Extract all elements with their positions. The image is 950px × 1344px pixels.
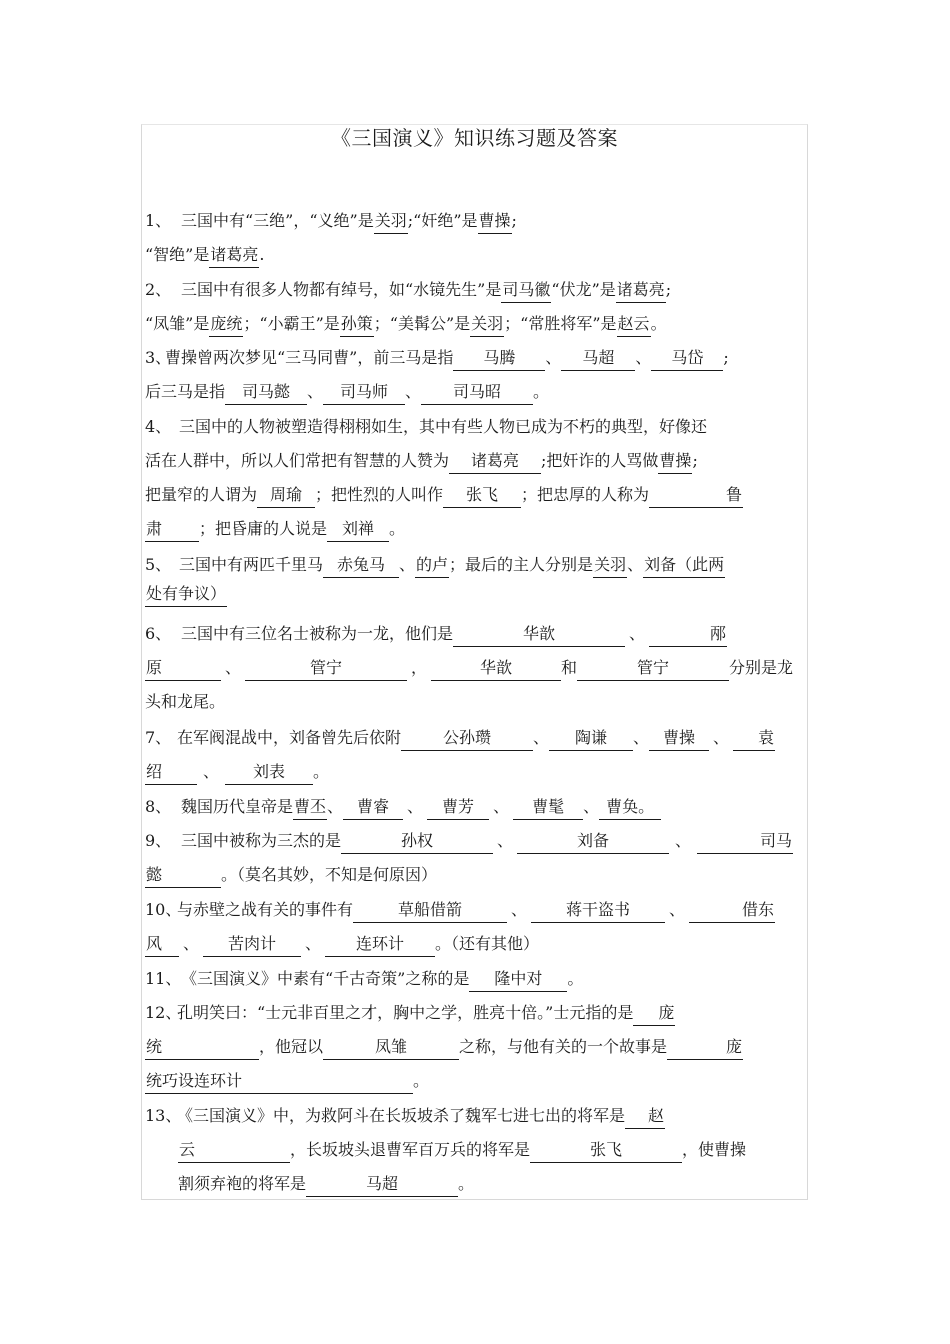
question-text: 、 (635, 348, 652, 367)
answer-blank: 处有争议） (145, 582, 227, 607)
answer-blank: 曹芳 (427, 795, 489, 820)
question-text: 、 (225, 658, 242, 677)
question-12 (145, 996, 807, 1098)
question-text: 、 (305, 934, 322, 953)
answer-blank: 曹睿 (343, 795, 403, 820)
question-4 (145, 410, 807, 546)
answer-blank: 草船借箭 (353, 898, 507, 923)
answer-blank: 鲁 (649, 483, 743, 508)
question-text: ；“小霸王”是 (243, 314, 340, 333)
question-text: 。 (458, 1174, 475, 1193)
question-text: ；把性烈的人叫作 (315, 485, 444, 504)
answer-blank: 周瑜 (257, 483, 315, 508)
question-text: 《三国演义》中素有“千古奇策”之称的是 (181, 969, 470, 988)
answer-blank: 关羽 (374, 209, 408, 234)
question-text: ;“奸绝”是 (407, 211, 478, 230)
answer-blank: 公孙瓒 (401, 726, 533, 751)
answer-blank: 庞统 (209, 312, 243, 337)
answer-blank: 赵云 (617, 312, 651, 337)
question-text: 三国中有三位名士被称为一龙，他们是 (181, 624, 454, 643)
answer-blank: 诸葛亮 (449, 449, 541, 474)
answer-blank: 蒋干盗书 (531, 898, 665, 923)
question-text: 。 (567, 969, 584, 988)
question-6 (145, 617, 807, 719)
answer-blank: 司马徽 (501, 278, 551, 303)
question-text: 和 (561, 658, 578, 677)
question-text: 把量窄的人谓为 (145, 485, 258, 504)
question-text: 、 (629, 624, 646, 643)
question-text: 魏国历代皇帝是 (181, 797, 294, 816)
answer-blank: 张飞 (530, 1138, 682, 1163)
question-text: 、 (399, 555, 416, 574)
question-text: ， (411, 658, 428, 677)
answer-blank: 庞 (633, 1001, 675, 1026)
answer-blank: 诸葛亮 (209, 243, 259, 268)
question-text: 与赤壁之战有关的事件有 (177, 900, 354, 919)
question-text: 。 (533, 382, 550, 401)
question-text: 、 (203, 762, 220, 781)
question-text: 分别是龙 (729, 658, 794, 677)
question-3 (145, 341, 807, 409)
answer-blank: 赤兔马 (323, 553, 399, 578)
answer-blank: 统 (145, 1035, 259, 1060)
answer-blank: 曹操 (478, 209, 512, 234)
question-number: 7、 (145, 728, 172, 747)
question-number: 11、 (145, 969, 182, 988)
question-text: ; (692, 451, 698, 470)
question-text: ; (665, 280, 672, 299)
question-text: 割须弃袍的将军是 (178, 1174, 307, 1193)
question-text: 、 (633, 728, 650, 747)
answer-blank: 管宁 (245, 656, 407, 681)
question-text: 、 (583, 797, 600, 816)
answer-blank: 绍 (145, 760, 197, 785)
question-number: 9、 (145, 831, 172, 850)
question-number: 2、 (145, 280, 172, 299)
answer-blank: 张飞 (443, 483, 521, 508)
question-number: 6、 (145, 624, 172, 643)
answer-blank: 孙权 (341, 829, 493, 854)
question-number: 12、 (145, 1003, 182, 1022)
question-text: 。 (650, 314, 667, 333)
answer-blank: 曹丕 (293, 795, 327, 820)
question-text: ; (723, 348, 729, 367)
question-text: 。 (413, 1071, 430, 1090)
answer-blank: 风 (145, 932, 179, 957)
question-text: 。（还有其他） (435, 934, 540, 953)
answer-blank: 关羽 (470, 312, 504, 337)
question-text: 、 (493, 797, 510, 816)
question-9 (145, 824, 807, 892)
question-text: . (259, 245, 265, 264)
question-text: 。 (389, 519, 406, 538)
answer-blank: 马超 (561, 346, 635, 371)
answer-blank: 懿 (145, 863, 221, 888)
answer-blank: 马岱 (651, 346, 723, 371)
question-text: 三国中有“三绝”，“义绝”是 (181, 211, 374, 230)
question-10 (145, 893, 807, 961)
question-text: 、 (405, 382, 422, 401)
answer-blank: 司马 (697, 829, 793, 854)
question-text: 、 (675, 831, 692, 850)
answer-blank: 隆中对 (469, 967, 567, 992)
answer-blank: 苦肉计 (203, 932, 301, 957)
question-text: 、 (183, 934, 200, 953)
answer-blank: 刘表 (225, 760, 313, 785)
answer-blank: 赵 (625, 1104, 665, 1129)
answer-blank: 刘备（此两 (643, 553, 725, 578)
question-8 (145, 790, 807, 824)
answer-blank: 借东 (689, 898, 775, 923)
answer-blank: 庞 (667, 1035, 743, 1060)
question-number: 13、 (145, 1106, 182, 1125)
question-text: 、 (533, 728, 550, 747)
question-text: 、 (545, 348, 562, 367)
answer-blank: 孙策 (340, 312, 374, 337)
answer-blank: 袁 (733, 726, 775, 751)
question-text: ；最后的主人分别是 (449, 555, 594, 574)
answer-blank: 司马昭 (421, 380, 533, 405)
answer-blank: 司马师 (323, 380, 405, 405)
page-title: 《三国演义》知识练习题及答案 (331, 126, 618, 150)
question-text: 曹操曾两次梦见“三马同曹”，前三马是指 (165, 348, 454, 367)
question-number: 10、 (145, 900, 182, 919)
question-text: ；把昏庸的人说是 (199, 519, 328, 538)
question-text: 在军阀混战中，刘备曾先后依附 (177, 728, 402, 747)
answer-blank: 统巧设连环计 (145, 1069, 413, 1094)
question-2 (145, 273, 807, 341)
answer-blank: 司马懿 (225, 380, 307, 405)
question-text: ；“常胜将军”是 (504, 314, 617, 333)
question-number: 3、 (145, 348, 172, 367)
question-number: 4、 (145, 417, 172, 436)
question-text: ，他冠以 (259, 1037, 324, 1056)
question-5 (145, 548, 807, 616)
question-text: 孔明笑曰：“士元非百里之才，胸中之学，胜亮十倍。”士元指的是 (177, 1003, 634, 1022)
question-text: “智绝”是 (145, 245, 210, 264)
question-text: 三国中的人物被塑造得栩栩如生，其中有些人物已成为不朽的典型，好像还 (179, 417, 708, 436)
answer-blank: 曹奂。 (599, 795, 661, 820)
question-text: “凤雏”是 (145, 314, 210, 333)
question-text: 、 (307, 382, 324, 401)
question-number: 1、 (145, 211, 172, 230)
answer-blank: 华歆 (431, 656, 561, 681)
question-number: 5、 (145, 555, 172, 574)
answer-blank: 原 (145, 656, 221, 681)
question-7 (145, 721, 807, 789)
question-text: 。 (313, 762, 330, 781)
question-text: 之称，与他有关的一个故事是 (459, 1037, 668, 1056)
question-text: 、 (497, 831, 514, 850)
answer-blank: 连环计 (325, 932, 435, 957)
question-text: “伏龙”是 (551, 280, 616, 299)
question-1 (145, 204, 807, 272)
question-text: 、 (669, 900, 686, 919)
question-13 (145, 1099, 807, 1201)
answer-blank: 曹操 (649, 726, 709, 751)
answer-blank: 诸葛亮 (616, 278, 666, 303)
question-11 (145, 962, 807, 996)
question-text: 。（莫名其妙，不知是何原因） (221, 865, 438, 884)
question-text: 、 (713, 728, 730, 747)
answer-blank: 凤雏 (323, 1035, 459, 1060)
question-text: 活在人群中，所以人们常把有智慧的人赞为 (145, 451, 450, 470)
question-text: 、 (627, 555, 644, 574)
answer-blank: 曹髦 (513, 795, 583, 820)
question-text: 三国中有很多人物都有绰号，如“水镜先生”是 (181, 280, 502, 299)
question-text: 、 (511, 900, 528, 919)
question-text: ；把忠厚的人称为 (521, 485, 650, 504)
answer-blank: 曹操 (658, 449, 692, 474)
question-text: 后三马是指 (145, 382, 226, 401)
answer-blank: 马腾 (453, 346, 545, 371)
answer-blank: 马超 (306, 1172, 458, 1197)
answer-blank: 刘禅 (327, 517, 389, 542)
answer-blank: 华歆 (453, 622, 625, 647)
answer-blank: 的卢 (415, 553, 449, 578)
question-text: 《三国演义》中，为救阿斗在长坂坡杀了魏军七进七出的将军是 (177, 1106, 626, 1125)
question-text: 、 (407, 797, 424, 816)
answer-blank: 云 (178, 1138, 290, 1163)
answer-blank: 刘备 (517, 829, 669, 854)
question-text: 三国中被称为三杰的是 (181, 831, 342, 850)
answer-blank: 管宁 (577, 656, 729, 681)
question-text: ；“美髯公”是 (373, 314, 471, 333)
answer-blank: 陶谦 (549, 726, 633, 751)
question-text: 三国中有两匹千里马 (179, 555, 324, 574)
answer-blank: 邴 (649, 622, 727, 647)
question-text: 头和龙尾。 (145, 692, 226, 711)
question-text: ，长坂坡头退曹军百万兵的将军是 (290, 1140, 531, 1159)
question-text: ; (511, 211, 517, 230)
question-text: ;把奸诈的人骂做 (541, 451, 659, 470)
question-text: ，使曹操 (682, 1140, 747, 1159)
answer-blank: 肃 (145, 517, 199, 542)
question-text: 、 (327, 797, 344, 816)
answer-blank: 关羽 (593, 553, 627, 578)
question-number: 8、 (145, 797, 172, 816)
